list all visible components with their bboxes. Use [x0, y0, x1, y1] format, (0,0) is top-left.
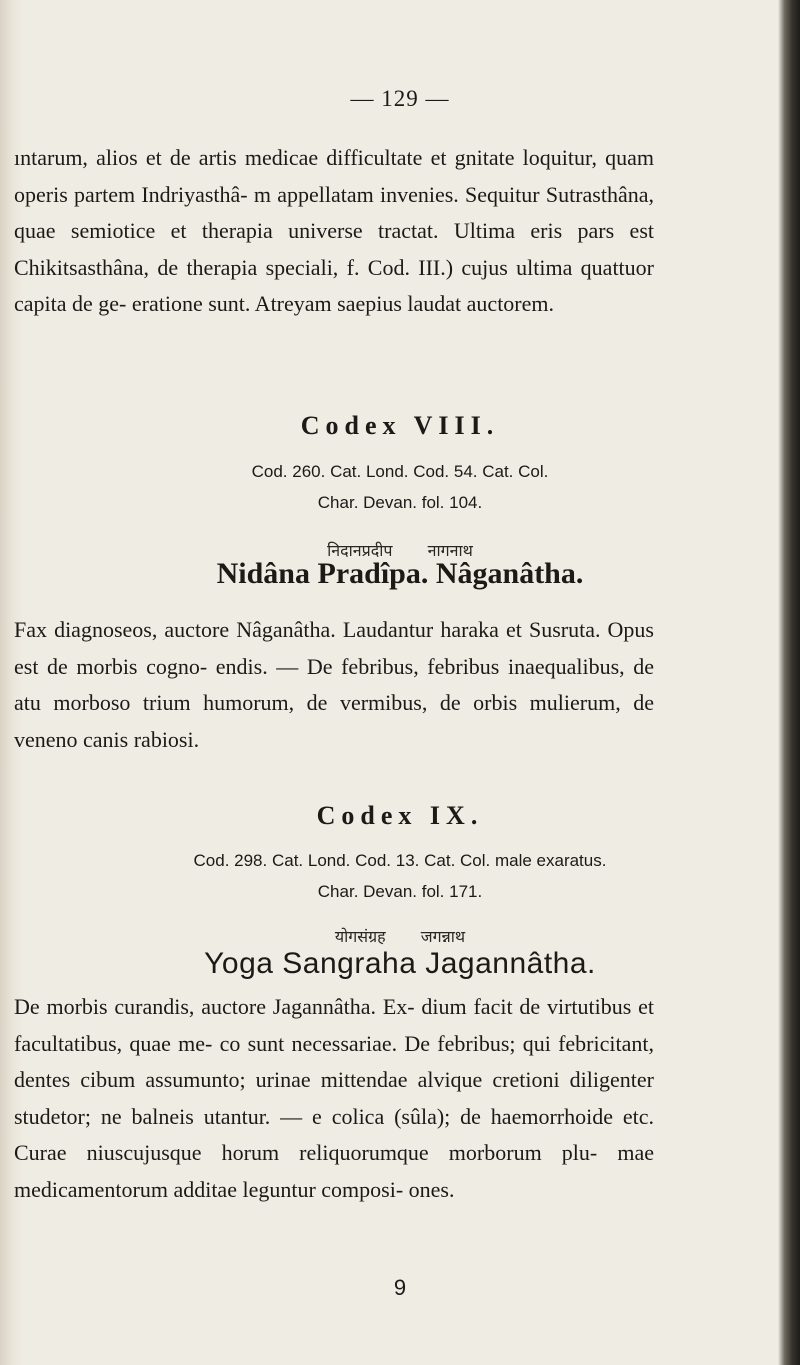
codex-9-catalog-line2: Char. Devan. fol. 171. [317, 882, 483, 901]
codex-8-devanagari-title: निदानप्रदीप नागनाथ [327, 541, 473, 560]
signature-mark: 9 [393, 1275, 407, 1300]
codex-8-catalog-line1: Cod. 260. Cat. Lond. Cod. 54. Cat. Col. [251, 462, 549, 481]
page-edge-right [778, 0, 800, 1365]
codex-9-heading: Codex IX. [316, 801, 484, 830]
intro-paragraph: ıntarum, alios et de artis medicae difficultate et gnitate loquitur, quam operis partem Indriyasthâ- m appellatam invenies. Sequitur Sutrasthâna, quae semiotice et therapia universe tractat. Ultima eris pars est Chikitsasthâna, de therapia speciali, f. Cod. III.) cujus ultima quattuor capita de ge- eratione sunt. Atreyam saepius laudat auctorem. [14, 145, 654, 317]
codex-9-catalog-line1: Cod. 298. Cat. Lond. Cod. 13. Cat. Col. male exaratus. [193, 851, 607, 870]
codex-9-title: Yoga Sangraha Jagannâtha. [204, 947, 596, 980]
codex-9-description: De morbis curandis, auctore Jagannâtha. Ex- dium facit de virtutibus et facultatibus, quae me- co sunt necessariae. De febribus; qui febricitant, dentes cibum assumunto; urinae mittendae alvique cretioni diligenter studetor; ne balneis utantur. — e colica (sûla); de haemorrhoide etc. Curae niuscujusque horum reliquorumque morborum plu- mae medicamentorum additae leguntur composi- ones. [14, 994, 654, 1202]
codex-8-description: Fax diagnoseos, auctore Nâganâtha. Laudantur haraka et Susruta. Opus est de morbis cogno- endis. — De febribus, febribus inaequalibus, de atu morboso trium humorum, de vermibus, de orbis mulierum, de veneno canis rabiosi. [14, 617, 654, 752]
codex-8-catalog-line2: Char. Devan. fol. 104. [317, 493, 483, 512]
codex-9-catalog [0, 845, 800, 907]
page-number: — 129 — [350, 86, 450, 111]
codex-9-devanagari-title: योगसंग्रह जगन्नाथ [334, 927, 466, 946]
codex-8-catalog [0, 456, 800, 518]
codex-8-title: Nidâna Pradîpa. Nâganâtha. [216, 557, 584, 590]
codex-8-heading: Codex VIII. [300, 411, 500, 440]
